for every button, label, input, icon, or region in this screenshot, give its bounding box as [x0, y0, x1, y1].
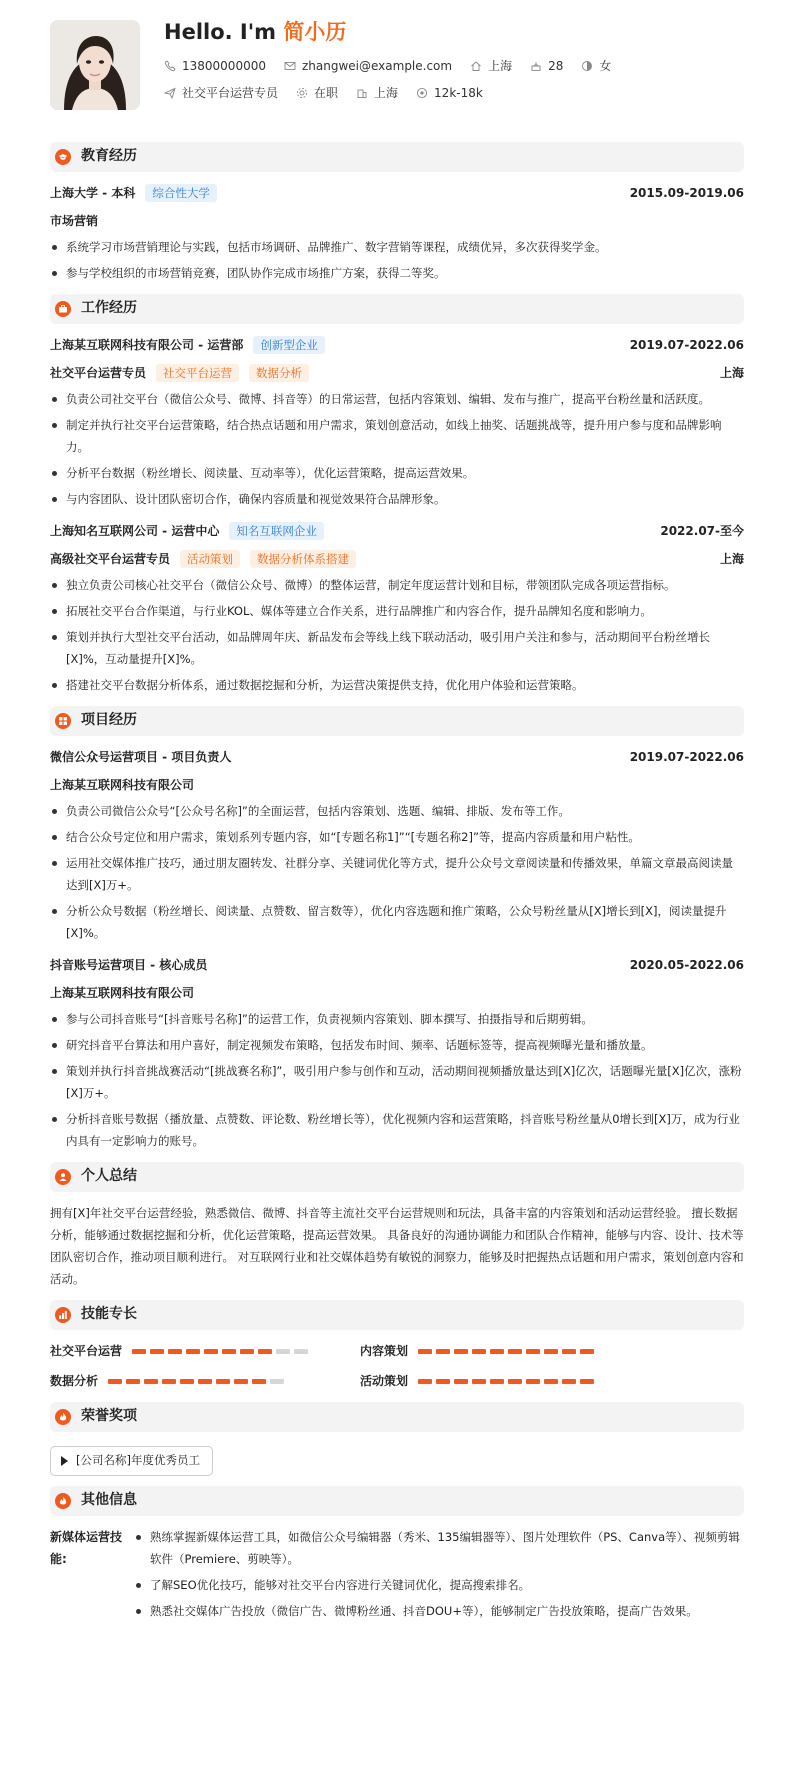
skill-row	[360, 1370, 670, 1392]
candidate-name: 简小历	[283, 20, 347, 44]
section-header	[50, 706, 744, 736]
skills-section	[50, 1300, 744, 1392]
skill-name: 活动策划	[360, 1373, 409, 1388]
other-bullets	[134, 1526, 744, 1626]
section-title: 项目经历	[81, 712, 137, 729]
skill-level-segment	[234, 1379, 248, 1384]
other-info-block	[50, 1526, 744, 1626]
list-item: 了解SEO优化技巧，能够对社交平台内容进行关键词优化，提高搜索排名。	[134, 1574, 744, 1596]
skill-level-segment	[418, 1379, 432, 1384]
skill-level-segment	[562, 1349, 576, 1354]
skill-level-segment	[168, 1349, 182, 1354]
section-title: 工作经历	[81, 300, 137, 317]
section-title: 教育经历	[81, 148, 137, 165]
list-item: 结合公众号定位和用户需求，策划系列专题内容，如“[专题名称1]”“[专题名称2]”等，提高内容质量和用户粘性。	[50, 826, 744, 848]
profile-photo	[50, 20, 140, 110]
phone-icon	[164, 60, 176, 72]
list-item: 参与学校组织的市场营销竞赛，团队协作完成市场推广方案，获得二等奖。	[50, 262, 744, 284]
summary-text: 拥有[X]年社交平台运营经验，熟悉微信、微博、抖音等主流社交平台运营规则和玩法，具备丰富的内容策划和活动运营经验。 擅长数据分析，能够通过数据挖掘和分析，优化运营策略，提高运营效果。 具备良好的沟通协调能力和团队合作精神，能够与内容、设计、技术等团队密切合作，推动项目顺利进行。 对互联网行业和社交媒体趋势有敏锐的洞察力，能够及时把握热点话题和用户需求，策划创意内容和活动。	[50, 1206, 744, 1286]
company-tag: 知名互联网企业	[229, 522, 324, 540]
skill-level-bar	[132, 1349, 312, 1354]
skill-level-segment	[436, 1349, 450, 1354]
project-name: 微信公众号运营项目 - 项目负责人	[50, 749, 232, 764]
skill-name: 社交平台运营	[50, 1343, 123, 1358]
skill-tag: 活动策划	[180, 550, 240, 568]
greeting-title	[164, 20, 629, 45]
skill-level-bar	[418, 1379, 598, 1384]
skill-level-segment	[526, 1349, 540, 1354]
skill-level-segment	[508, 1379, 522, 1384]
greeting-text: Hello. I'm	[164, 20, 277, 44]
skill-tag: 社交平台运营	[156, 364, 239, 382]
email-item	[284, 57, 452, 76]
skill-name: 数据分析	[50, 1373, 99, 1388]
skill-level-segment	[252, 1379, 266, 1384]
company-tag: 创新型企业	[253, 336, 325, 354]
work-date: 2019.07-2022.06	[629, 337, 744, 352]
project-date: 2019.07-2022.06	[629, 749, 744, 764]
list-item: 策划并执行大型社交平台活动，如品牌周年庆、新品发布会等线上线下联动活动，吸引用户关注和参与，活动期间平台粉丝增长[X]%，互动量提升[X]%。	[50, 626, 744, 670]
skill-level-segment	[544, 1379, 558, 1384]
skill-level-segment	[180, 1379, 194, 1384]
contact-row	[164, 57, 629, 76]
project-entry	[50, 954, 744, 1152]
position-item	[164, 84, 278, 103]
project-date: 2020.05-2022.06	[629, 957, 744, 972]
award-text: [公司名称]年度优秀员工	[76, 1453, 200, 1468]
education-section	[50, 142, 744, 284]
job-intent-row	[164, 84, 629, 103]
phone-number: 13800000000	[182, 59, 266, 74]
section-header	[50, 1486, 744, 1516]
skill-level-segment	[216, 1379, 230, 1384]
home-icon	[470, 60, 482, 72]
work-bullets	[50, 388, 744, 510]
skill-level-segment	[204, 1349, 218, 1354]
skill-level-bar	[108, 1379, 288, 1384]
skill-level-segment	[198, 1379, 212, 1384]
list-item: 负责公司社交平台（微信公众号、微博、抖音等）的日常运营，包括内容策划、编辑、发布与推广，提高平台粉丝量和活跃度。	[50, 388, 744, 410]
skill-level-segment	[508, 1349, 522, 1354]
skill-tag: 数据分析	[249, 364, 309, 382]
skill-level-segment	[186, 1349, 200, 1354]
school-tag: 综合性大学	[145, 184, 217, 202]
list-item: 熟悉社交媒体广告投放（微信广告、微博粉丝通、抖音DOU+等），能够制定广告投放策略，提高广告效果。	[134, 1600, 744, 1622]
skill-level-segment	[580, 1349, 594, 1354]
phone-item	[164, 57, 266, 76]
skill-level-segment	[562, 1379, 576, 1384]
skills-grid	[50, 1340, 744, 1392]
project-company: 上海某互联网科技有限公司	[50, 777, 195, 792]
list-item: 搭建社交平台数据分析体系，通过数据挖掘和分析，为运营决策提供支持，优化用户体验和运营策略。	[50, 674, 744, 696]
work-location: 上海	[719, 365, 744, 380]
project-company: 上海某互联网科技有限公司	[50, 985, 195, 1000]
work-bullets	[50, 574, 744, 696]
job-role: 高级社交平台运营专员	[50, 551, 171, 566]
list-item: 拓展社交平台合作渠道，与行业KOL、媒体等建立合作关系，进行品牌推广和内容合作，提升品牌知名度和影响力。	[50, 600, 744, 622]
settings-icon	[296, 87, 308, 99]
projects-section	[50, 706, 744, 1152]
grid-icon	[55, 713, 71, 729]
job-role: 社交平台运营专员	[50, 365, 147, 380]
list-item: 负责公司微信公众号“[公众号名称]”的全面运营，包括内容策划、选题、编辑、排版、发布等工作。	[50, 800, 744, 822]
awards-section	[50, 1402, 744, 1476]
section-header	[50, 1300, 744, 1330]
skill-level-segment	[162, 1379, 176, 1384]
list-item: 策划并执行抖音挑战赛活动“[挑战赛名称]”，吸引用户参与创作和互动，活动期间视频播放量达到[X]亿次，话题曝光量[X]亿次，涨粉[X]万+。	[50, 1060, 744, 1104]
skill-level-segment	[418, 1349, 432, 1354]
section-header	[50, 1162, 744, 1192]
age-item	[530, 57, 563, 76]
section-title: 个人总结	[81, 1168, 137, 1185]
list-item: 运用社交媒体推广技巧，通过朋友圈转发、社群分享、关键词优化等方式，提升公众号文章阅读量和传播效果，单篇文章最高阅读量达到[X]万+。	[50, 852, 744, 896]
education-bullets	[50, 236, 744, 284]
skill-level-segment	[472, 1379, 486, 1384]
skill-level-segment	[490, 1379, 504, 1384]
skill-level-segment	[258, 1349, 272, 1354]
other-label: 新媒体运营技能:	[50, 1530, 123, 1566]
work-section	[50, 294, 744, 696]
skill-level-segment	[276, 1349, 290, 1354]
status-text: 在职	[314, 85, 339, 100]
list-item: 熟练掌握新媒体运营工具，如微信公众号编辑器（秀米、135编辑器等）、图片处理软件（PS、Canva等）、视频剪辑软件（Premiere、剪映等）。	[134, 1526, 744, 1570]
briefcase-icon	[55, 301, 71, 317]
skill-level-segment	[490, 1349, 504, 1354]
skill-level-segment	[132, 1349, 146, 1354]
user-icon	[55, 1169, 71, 1185]
skill-level-segment	[454, 1379, 468, 1384]
project-entry	[50, 746, 744, 944]
education-date: 2015.09-2019.06	[629, 185, 744, 200]
flame-icon	[55, 1409, 71, 1425]
age-text: 28	[548, 59, 564, 74]
status-item	[296, 84, 338, 103]
section-header	[50, 142, 744, 172]
list-item: 制定并执行社交平台运营策略，结合热点话题和用户需求，策划创意活动，如线上抽奖、话题挑战等，提升用户参与度和品牌影响力。	[50, 414, 744, 458]
skill-level-segment	[294, 1349, 308, 1354]
skill-level-bar	[418, 1349, 598, 1354]
skill-level-segment	[270, 1379, 284, 1384]
list-item: 分析平台数据（粉丝增长、阅读量、互动率等），优化运营策略，提高运营效果。	[50, 462, 744, 484]
section-title: 技能专长	[81, 1306, 137, 1323]
skill-level-segment	[126, 1379, 140, 1384]
work-location: 上海	[719, 551, 744, 566]
list-item: 参与公司抖音账号“[抖音账号名称]”的运营工作，负责视频内容策划、脚本撰写、拍摄指导和后期剪辑。	[50, 1008, 744, 1030]
mail-icon	[284, 60, 296, 72]
skill-row	[50, 1370, 360, 1392]
list-item: 独立负责公司核心社交平台（微信公众号、微博）的整体运营，制定年度运营计划和目标，带领团队完成各项运营指标。	[50, 574, 744, 596]
skill-row	[50, 1340, 360, 1362]
send-icon	[164, 87, 176, 99]
award-item[interactable]	[50, 1446, 213, 1476]
gender-icon	[581, 60, 593, 72]
work-date: 2022.07-至今	[660, 523, 744, 538]
skill-level-segment	[108, 1379, 122, 1384]
section-title: 其他信息	[81, 1492, 137, 1509]
target-city-item	[356, 84, 398, 103]
skill-level-segment	[454, 1349, 468, 1354]
coin-icon	[416, 87, 428, 99]
company-name: 上海知名互联网公司 - 运营中心	[50, 523, 220, 538]
skill-level-segment	[240, 1349, 254, 1354]
skill-level-segment	[144, 1379, 158, 1384]
other-section	[50, 1486, 744, 1626]
major: 市场营销	[50, 213, 99, 228]
salary-item	[416, 84, 483, 103]
list-item: 分析公众号数据（粉丝增长、阅读量、点赞数、留言数等），优化内容选题和推广策略，公众号粉丝量从[X]增长到[X]，阅读量提升[X]%。	[50, 900, 744, 944]
city-item	[470, 57, 512, 76]
skill-level-segment	[544, 1349, 558, 1354]
cake-icon	[530, 60, 542, 72]
salary-text: 12k-18k	[434, 85, 483, 100]
skill-row	[360, 1340, 670, 1362]
summary-section	[50, 1162, 744, 1290]
email-address: zhangwei@example.com	[301, 59, 453, 74]
resume-header	[50, 20, 744, 132]
section-header	[50, 1402, 744, 1432]
list-item: 分析抖音账号数据（播放量、点赞数、评论数、粉丝增长等），优化视频内容和运营策略，抖音账号粉丝量从0增长到[X]万，成为行业内具有一定影响力的账号。	[50, 1108, 744, 1152]
position-text: 社交平台运营专员	[182, 85, 279, 100]
project-bullets	[50, 800, 744, 944]
graduation-cap-icon	[55, 149, 71, 165]
skill-level-segment	[150, 1349, 164, 1354]
gender-item	[581, 57, 611, 76]
building-icon	[356, 87, 368, 99]
city-text: 上海	[488, 59, 513, 74]
play-triangle-icon	[61, 1456, 68, 1466]
flame-icon	[55, 1493, 71, 1509]
section-header	[50, 294, 744, 324]
list-item: 与内容团队、设计团队密切合作，确保内容质量和视觉效果符合品牌形象。	[50, 488, 744, 510]
gender-text: 女	[599, 59, 612, 74]
work-entry	[50, 520, 744, 696]
list-item: 研究抖音平台算法和用户喜好，制定视频发布策略，包括发布时间、频率、话题标签等，提高视频曝光量和播放量。	[50, 1034, 744, 1056]
school-name: 上海大学 - 本科	[50, 185, 136, 200]
target-city-text: 上海	[374, 85, 399, 100]
project-name: 抖音账号运营项目 - 核心成员	[50, 957, 208, 972]
list-item: 系统学习市场营销理论与实践，包括市场调研、品牌推广、数字营销等课程，成绩优异，多次获得奖学金。	[50, 236, 744, 258]
education-entry	[50, 182, 744, 284]
skill-tag: 数据分析体系搭建	[250, 550, 356, 568]
company-name: 上海某互联网科技有限公司 - 运营部	[50, 337, 244, 352]
section-title: 荣誉奖项	[81, 1408, 137, 1425]
chart-icon	[55, 1307, 71, 1323]
skill-level-segment	[222, 1349, 236, 1354]
skill-level-segment	[472, 1349, 486, 1354]
skill-name: 内容策划	[360, 1343, 409, 1358]
skill-level-segment	[526, 1379, 540, 1384]
skill-level-segment	[436, 1379, 450, 1384]
skill-level-segment	[580, 1379, 594, 1384]
project-bullets	[50, 1008, 744, 1152]
work-entry	[50, 334, 744, 510]
